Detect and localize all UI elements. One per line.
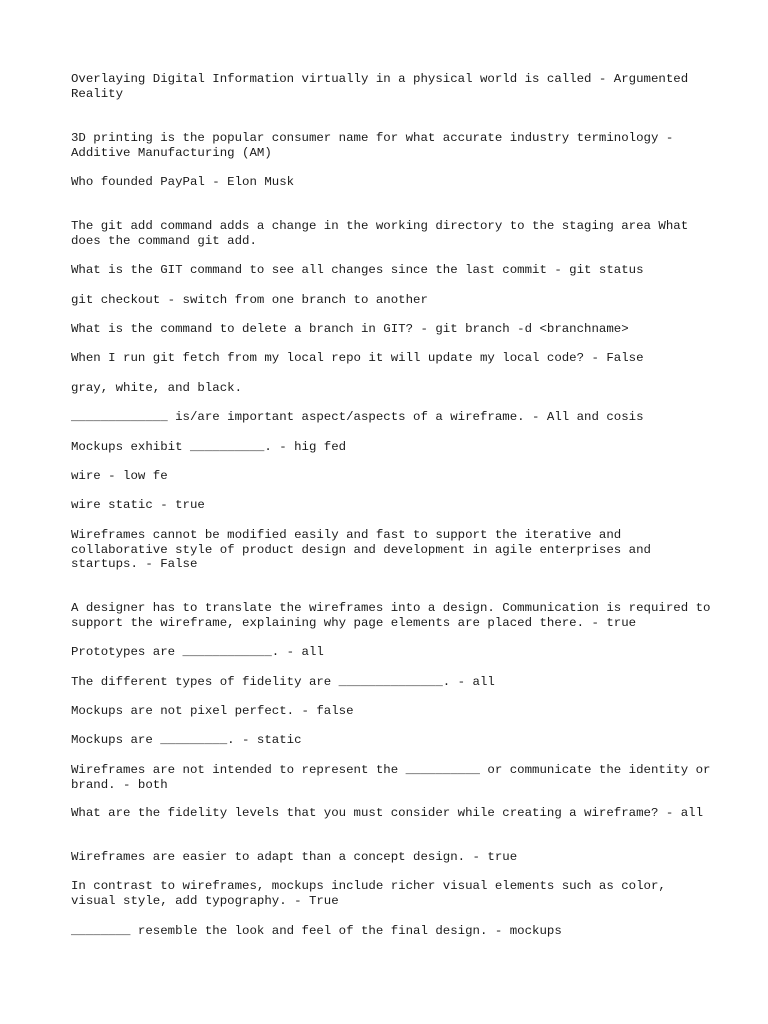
paragraph: A designer has to translate the wireframes into a design. Communication is required to support the wireframe, explaining why page elements are placed there. - true: [71, 601, 718, 630]
paragraph: _____________ is/are important aspect/aspects of a wireframe. - All and cosis: [71, 410, 644, 424]
paragraph: What are the fidelity levels that you must consider while creating a wireframe? - all: [71, 806, 704, 820]
paragraph: In contrast to wireframes, mockups include richer visual elements such as color, visual style, add typography. - True: [71, 879, 674, 908]
paragraph: Who founded PayPal - Elon Musk: [71, 175, 295, 189]
paragraph: Mockups are not pixel perfect. - false: [71, 704, 354, 718]
paragraph: git checkout - switch from one branch to another: [71, 293, 428, 307]
paragraph: gray, white, and black.: [71, 381, 243, 395]
paragraph: ________ resemble the look and feel of the final design. - mockups: [71, 924, 562, 938]
paragraph: Mockups exhibit __________. - hig fed: [71, 440, 347, 454]
paragraph: What is the command to delete a branch in GIT? - git branch -d <branchname>: [71, 322, 629, 336]
paragraph: Overlaying Digital Information virtually in a physical world is called - Argumented Reality: [71, 72, 696, 101]
paragraph: Wireframes cannot be modified easily and fast to support the iterative and collaborative style of product design and development in agile enterprises and startups. - False: [71, 528, 659, 572]
paragraph: What is the GIT command to see all changes since the last commit - git status: [71, 263, 644, 277]
paragraph: Wireframes are easier to adapt than a concept design. - true: [71, 850, 518, 864]
paragraph: wire - low fe: [71, 469, 168, 483]
paragraph: Wireframes are not intended to represent the __________ or communicate the identity or brand. - both: [71, 763, 718, 792]
paragraph: The git add command adds a change in the working directory to the staging area What does the command git add.: [71, 219, 696, 248]
paragraph: The different types of fidelity are ______________. - all: [71, 675, 495, 689]
paragraph: Mockups are _________. - static: [71, 733, 302, 747]
paragraph: Prototypes are ____________. - all: [71, 645, 324, 659]
paragraph: When I run git fetch from my local repo it will update my local code? - False: [71, 351, 644, 365]
paragraph: 3D printing is the popular consumer name for what accurate industry terminology - Additive Manufacturing (AM): [71, 131, 681, 160]
paragraph: wire static - true: [71, 498, 205, 512]
